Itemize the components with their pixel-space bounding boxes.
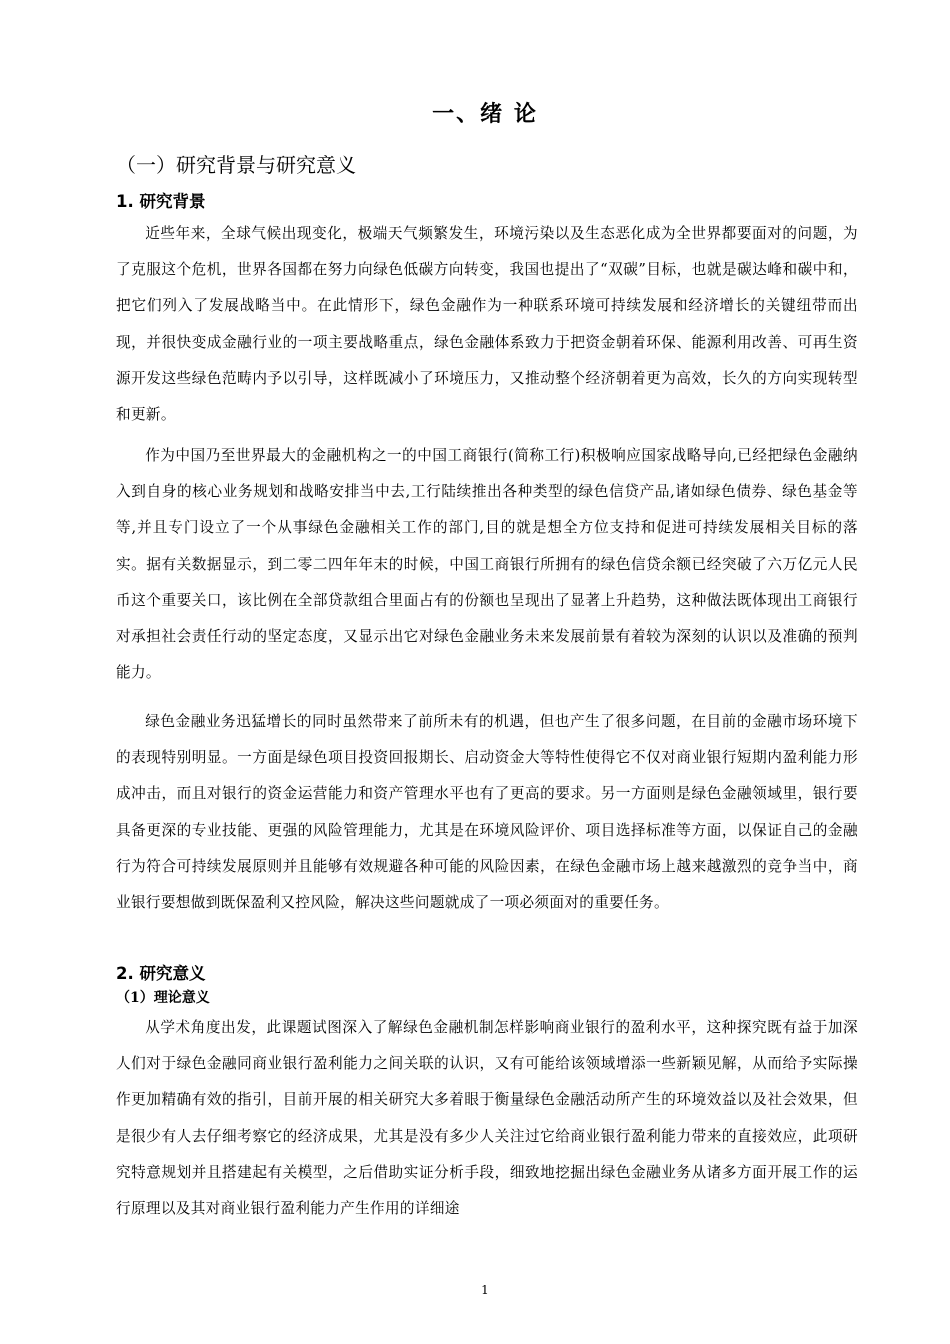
subsection-title-background: 1. 研究背景	[116, 192, 206, 211]
paragraph-background-3: 绿色金融业务迅猛增长的同时虽然带来了前所未有的机遇，但也产生了很多问题，在目前的金融市场环境下的表现特别明显。一方面是绿色项目投资回报期长、启动资金大等特性使得它不仅对商业银行短期内盈利能力形成冲击，而且对银行的资金运营能力和资产管理水平也有了更高的要求。另一方面则是绿色金融领域里，银行要具备更深的专业技能、更强的风险管理能力，尤其是在环境风险评价、项目选择标准等方面，以保证自己的金融行为符合可持续发展原则并且能够有效规避各种可能的风险因素，在绿色金融市场上越来越激烈的竞争当中，商业银行要想做到既保盈利又控风险，解决这些问题就成了一项必须面对的重要任务。	[116, 713, 858, 912]
chapter-title: 一、绪 论	[432, 102, 538, 127]
paragraph-background-2: 作为中国乃至世界最大的金融机构之一的中国工商银行(简称工行)积极响应国家战略导向,已经把绿色金融纳入到自身的核心业务规划和战略安排当中去,工行陆续推出各种类型的绿色信贷产品,诸如绿色债券、绿色基金等等,并且专门设立了一个从事绿色金融相关工作的部门,目的就是想全方位支持和促进可持续发展相关目标的落实。据有关数据显示，到二零二四年年末的时候，中国工商银行所拥有的绿色信贷余额已经突破了六万亿元人民币这个重要关口，该比例在全部贷款组合里面占有的份额也呈现出了显著上升趋势，这种做法既体现出工商银行对承担社会责任行动的坚定态度，又显示出它对绿色金融业务未来发展前景有着较为深刻的认识以及准确的预判能力。	[116, 447, 858, 682]
paragraph-background-1: 近些年来，全球气候出现变化，极端天气频繁发生，环境污染以及生态恶化成为全世界都要面对的问题，为了克服这个危机，世界各国都在努力向绿色低碳方向转变，我国也提出了“双碳”目标，也就是碳达峰和碳中和，把它们列入了发展战略当中。在此情形下，绿色金融作为一种联系环境可持续发展和经济增长的关键纽带而出现，并很快变成金融行业的一项主要战略重点，绿色金融体系致力于把资金朝着环保、能源利用改善、可再生资源开发这些绿色范畴内予以引导，这样既减小了环境压力，又推动整个经济朝着更为高效，长久的方向实现转型和更新。	[116, 225, 858, 424]
paragraph-theoretical-1: 从学术角度出发，此课题试图深入了解绿色金融机制怎样影响商业银行的盈利水平，这种探究既有益于加深人们对于绿色金融同商业银行盈利能力之间关联的认识，又有可能给该领域增添一些新颖见解，从而给予实际操作更加精确有效的指引，目前开展的相关研究大多着眼于衡量绿色金融活动所产生的环境效益以及社会效果，但是很少有人去仔细考察它的经济成果，尤其是没有多少人关注过它给商业银行盈利能力带来的直接效应，此项研究特意规划并且搭建起有关模型，之后借助实证分析手段，细致地挖掘出绿色金融业务从诸多方面开展工作的运行原理以及其对商业银行盈利能力产生作用的详细途	[116, 1019, 858, 1218]
section-title: （一）研究背景与研究意义	[116, 153, 356, 177]
subsection-title-significance: 2. 研究意义	[116, 964, 206, 983]
subsubsection-title-theoretical: （1）理论意义	[116, 990, 210, 1006]
page-number: 1	[481, 1283, 489, 1297]
